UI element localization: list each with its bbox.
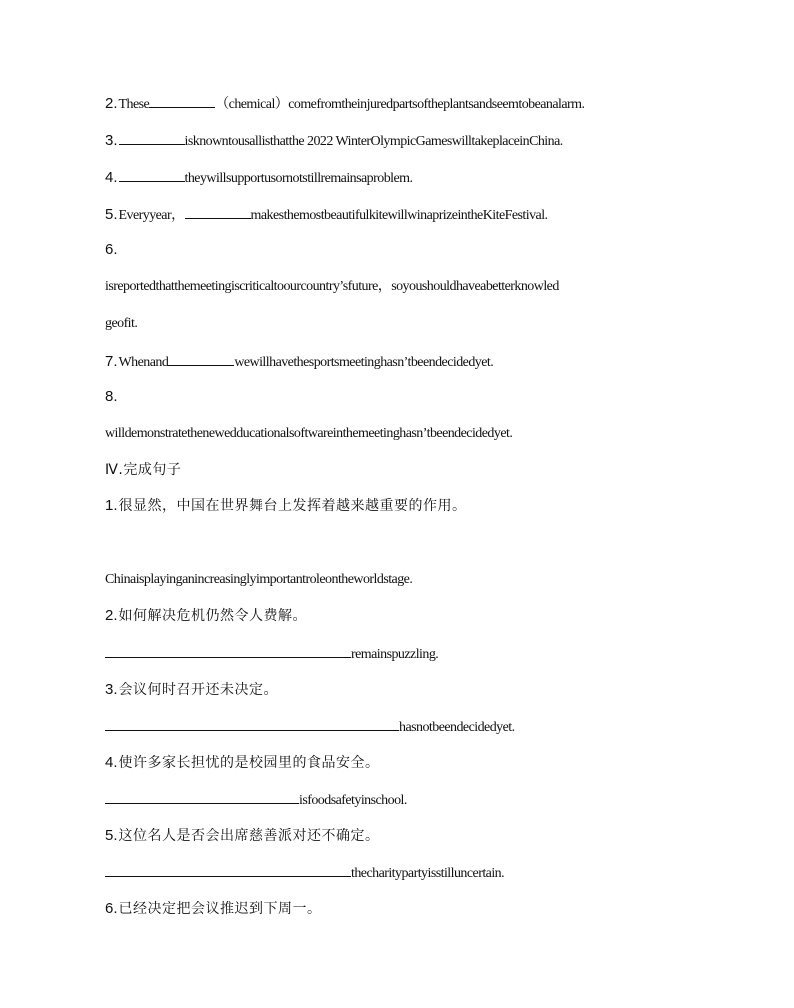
translate-answer-5 [105,863,504,883]
item-text-pre: These [118,97,150,112]
item-text-post: makesthemostbeautifulkitewillwinaprizeintheKiteFestival. [250,208,548,223]
item-7 [105,352,493,372]
translate-item-6 [105,900,322,919]
english-sentence: hasnotbeendecidedyet. [399,720,515,735]
item-number: 7. [105,353,118,370]
translate-item-5 [105,827,380,846]
chinese-sentence: 已经决定把会议推迟到下周一。 [118,901,322,917]
item-number: 4. [105,754,118,771]
chinese-sentence: 这位名人是否会出席慈善派对还不确定。 [118,828,380,844]
item-text: geofit. [105,316,138,331]
item-number: 5. [105,206,118,223]
item-number: 8. [105,388,118,405]
translate-item-1 [105,497,467,516]
item-number: 6. [105,900,118,917]
answer-blank[interactable] [105,644,351,658]
item-text-pre: Everyyear， [118,208,185,223]
chinese-sentence: 会议何时召开还未决定。 [118,682,279,698]
item-text: isreportedthatthemeetingiscriticaltoourcountry’sfuture，soyoushouldhaveabetterknowled [105,279,559,294]
translate-item-2 [105,607,307,626]
english-sentence: remainspuzzling. [351,647,439,662]
item-text-post: isknowntousallisthatthe 2022 WinterOlympicGameswilltakeplaceinChina. [184,134,563,149]
chinese-sentence: 很显然，中国在世界舞台上发挥着越来越重要的作用。 [118,498,467,514]
answer-blank[interactable] [119,131,185,145]
chinese-sentence: 如何解决危机仍然令人费解。 [118,608,308,624]
item-text-pre: Whenand [118,355,169,370]
translate-item-3 [105,681,278,700]
item-text-post: （chemical）comefromtheinjuredpartsoftheplantsandseemtobeanalarm. [215,97,585,112]
item-8 [105,388,119,407]
item-3 [105,131,563,151]
item-text: willdemonstratethenewedducationalsoftwareinthemeetinghasn’tbeendecidedyet. [105,426,513,441]
answer-blank[interactable] [119,168,185,182]
section-heading: Ⅳ.完成句子 [105,462,182,478]
item-text-post: theywillsupportusornotstillremainsaproblem. [184,171,413,186]
answer-blank[interactable] [168,352,234,366]
item-number: 2. [105,95,118,112]
item-6-line-1 [105,278,559,296]
chinese-sentence: 使许多家长担忧的是校园里的食品安全。 [118,755,380,771]
translate-answer-3 [105,717,515,737]
item-6 [105,241,119,260]
translate-answer-2 [105,644,438,664]
english-sentence: Chinaisplayinganincreasinglyimportantroleontheworldstage. [105,572,413,587]
translate-answer-1 [105,571,412,589]
answer-blank[interactable] [105,717,399,731]
item-5 [105,205,548,225]
item-number: 3. [105,132,118,149]
item-text-post: wewillhavethesportsmeetinghasn’tbeendecidedyet. [234,355,494,370]
item-2 [105,94,584,114]
answer-blank[interactable] [185,205,251,219]
english-sentence: isfoodsafetyinschool. [299,793,407,808]
answer-blank[interactable] [105,790,299,804]
item-number: 5. [105,827,118,844]
translate-item-4 [105,754,380,773]
item-number: 1. [105,497,118,514]
item-8-line-1 [105,425,512,443]
item-number: 4. [105,169,118,186]
answer-blank[interactable] [149,94,215,108]
answer-blank[interactable] [105,863,351,877]
item-4 [105,168,412,188]
item-number: 3. [105,681,118,698]
english-sentence: thecharitypartyisstilluncertain. [351,866,505,881]
translate-answer-4 [105,790,407,810]
item-number: 2. [105,607,118,624]
item-6-line-2 [105,315,137,333]
item-number: 6. [105,241,118,258]
